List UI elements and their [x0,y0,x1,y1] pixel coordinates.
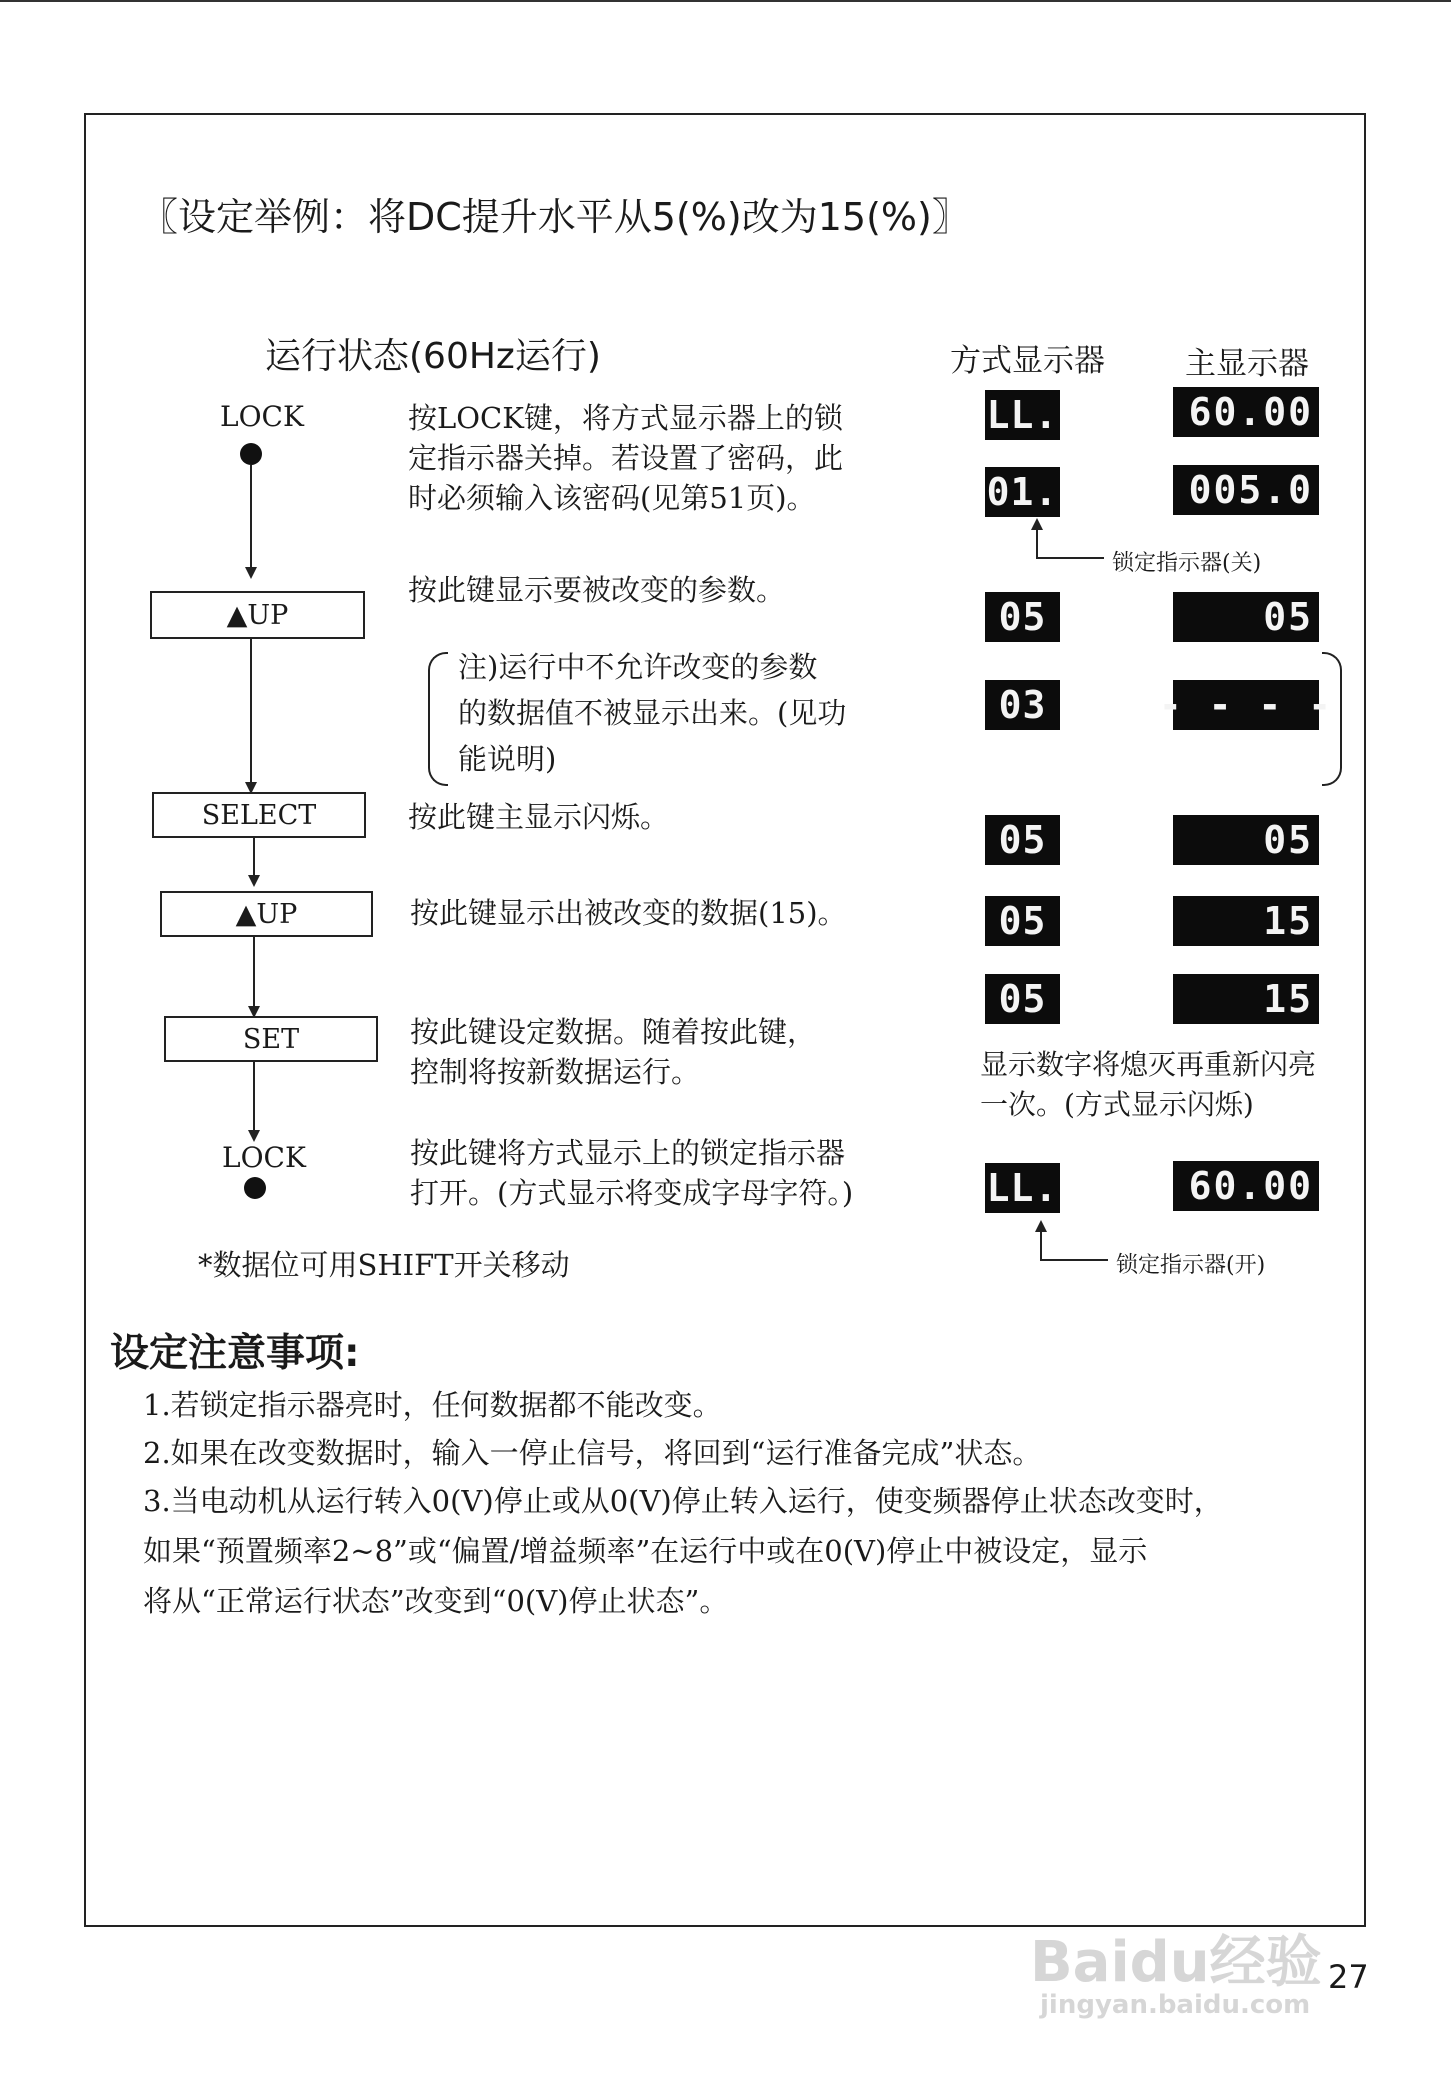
set-key-box: SET [164,1016,378,1062]
note-line-1: 1.若锁定指示器亮时，任何数据都不能改变。 [143,1388,722,1422]
flow-line-2 [250,639,252,782]
lock-key-label-top: LOCK [220,400,304,433]
flow-line-3 [253,838,255,878]
select-key-box: SELECT [152,792,366,838]
flow-arrow-3 [248,875,260,887]
lock-off-pointer-horizontal [1036,557,1104,559]
lock-indicator-dot-top [240,443,262,465]
main-display-3: 05 [1173,592,1319,642]
note-line-5: 将从“正常运行状态”改变到“0(V)停止状态”。 [143,1584,729,1618]
mode-display-6: 05 [985,896,1060,946]
lock-indicator-dot-bottom [244,1177,266,1199]
mode-display-2: 01. [985,467,1060,517]
mode-display-3: 05 [985,592,1060,642]
lock-on-pointer-vertical [1040,1230,1042,1260]
lock-step-description: 按LOCK键，将方式显示器上的锁 定指示器关掉。若设置了密码，此 时必须输入该密码(见第51页)。 [408,401,844,515]
main-display-2: 005.0 [1173,465,1319,515]
run-state-subtitle: 运行状态(60Hz运行) [265,336,601,377]
main-display-1: 60.00 [1173,387,1319,437]
blink-note: 显示数字将熄灭再重新闪亮 一次。(方式显示闪烁) [980,1048,1317,1121]
main-display-4: - - - - [1173,680,1319,730]
mode-display-7: 05 [985,974,1060,1024]
main-display-7: 15 [1173,974,1319,1024]
main-display-6: 15 [1173,896,1319,946]
main-display-header: 主显示器 [1185,346,1309,382]
page-number: 27 [1328,1958,1369,1996]
note-line-4: 如果“预置频率2~8”或“偏置/增益频率”在运行中或在0(V)停止中被设定，显示 [143,1534,1148,1568]
flow-arrow-1 [245,567,257,579]
notes-heading: 设定注意事项: [110,1331,360,1376]
flow-line-1 [250,465,252,567]
main-display-8: 60.00 [1173,1161,1319,1211]
mode-display-5: 05 [985,815,1060,865]
lock-indicator-on-label: 锁定指示器(开) [1116,1253,1266,1278]
top-rule [0,0,1451,2]
page-title: 〖设定举例：将DC提升水平从5(%)改为15(%)〗 [140,195,970,239]
up-key-box-1: ▲UP [150,591,365,639]
select-step-description: 按此键主显示闪烁。 [408,800,670,834]
note-line-2: 2.如果在改变数据时，输入一停止信号，将回到“运行准备完成”状态。 [143,1436,1042,1470]
note-line-3: 3.当电动机从运行转入0(V)停止或从0(V)停止转入运行，使变频器停止状态改变时， [143,1484,1223,1518]
mode-display-4: 03 [985,680,1060,730]
lock-indicator-off-label: 锁定指示器(关) [1112,551,1262,576]
up2-step-description: 按此键显示出被改变的数据(15)。 [410,896,847,930]
note-brace-right [1322,652,1342,786]
up-key-box-2: ▲UP [160,891,373,937]
lock-key-label-bottom: LOCK [222,1141,306,1174]
shift-note: *数据位可用SHIFT开关移动 [198,1248,570,1282]
lock2-step-description: 按此键将方式显示上的锁定指示器 打开。(方式显示将变成字母字符。) [410,1136,854,1210]
note-text: 注)运行中不允许改变的参数 的数据值不被显示出来。(见功 能说明) [458,650,847,776]
note-brace-left [428,652,448,786]
mode-display-1: LL. [985,390,1060,440]
mode-display-header: 方式显示器 [950,343,1105,379]
main-display-5: 05 [1173,815,1319,865]
watermark-brand: Baidu经验 [1030,1930,1322,1995]
lock-off-pointer-vertical [1036,528,1038,558]
set-step-description: 按此键设定数据。随着按此键， 控制将按新数据运行。 [410,1015,817,1089]
flow-line-5 [253,1062,255,1132]
flow-line-4 [253,937,255,1010]
up1-step-description: 按此键显示要被改变的参数。 [408,573,786,607]
lock-on-pointer-horizontal [1040,1259,1108,1261]
watermark-url: jingyan.baidu.com [1040,1990,1311,2020]
mode-display-8: LL. [985,1163,1060,1213]
